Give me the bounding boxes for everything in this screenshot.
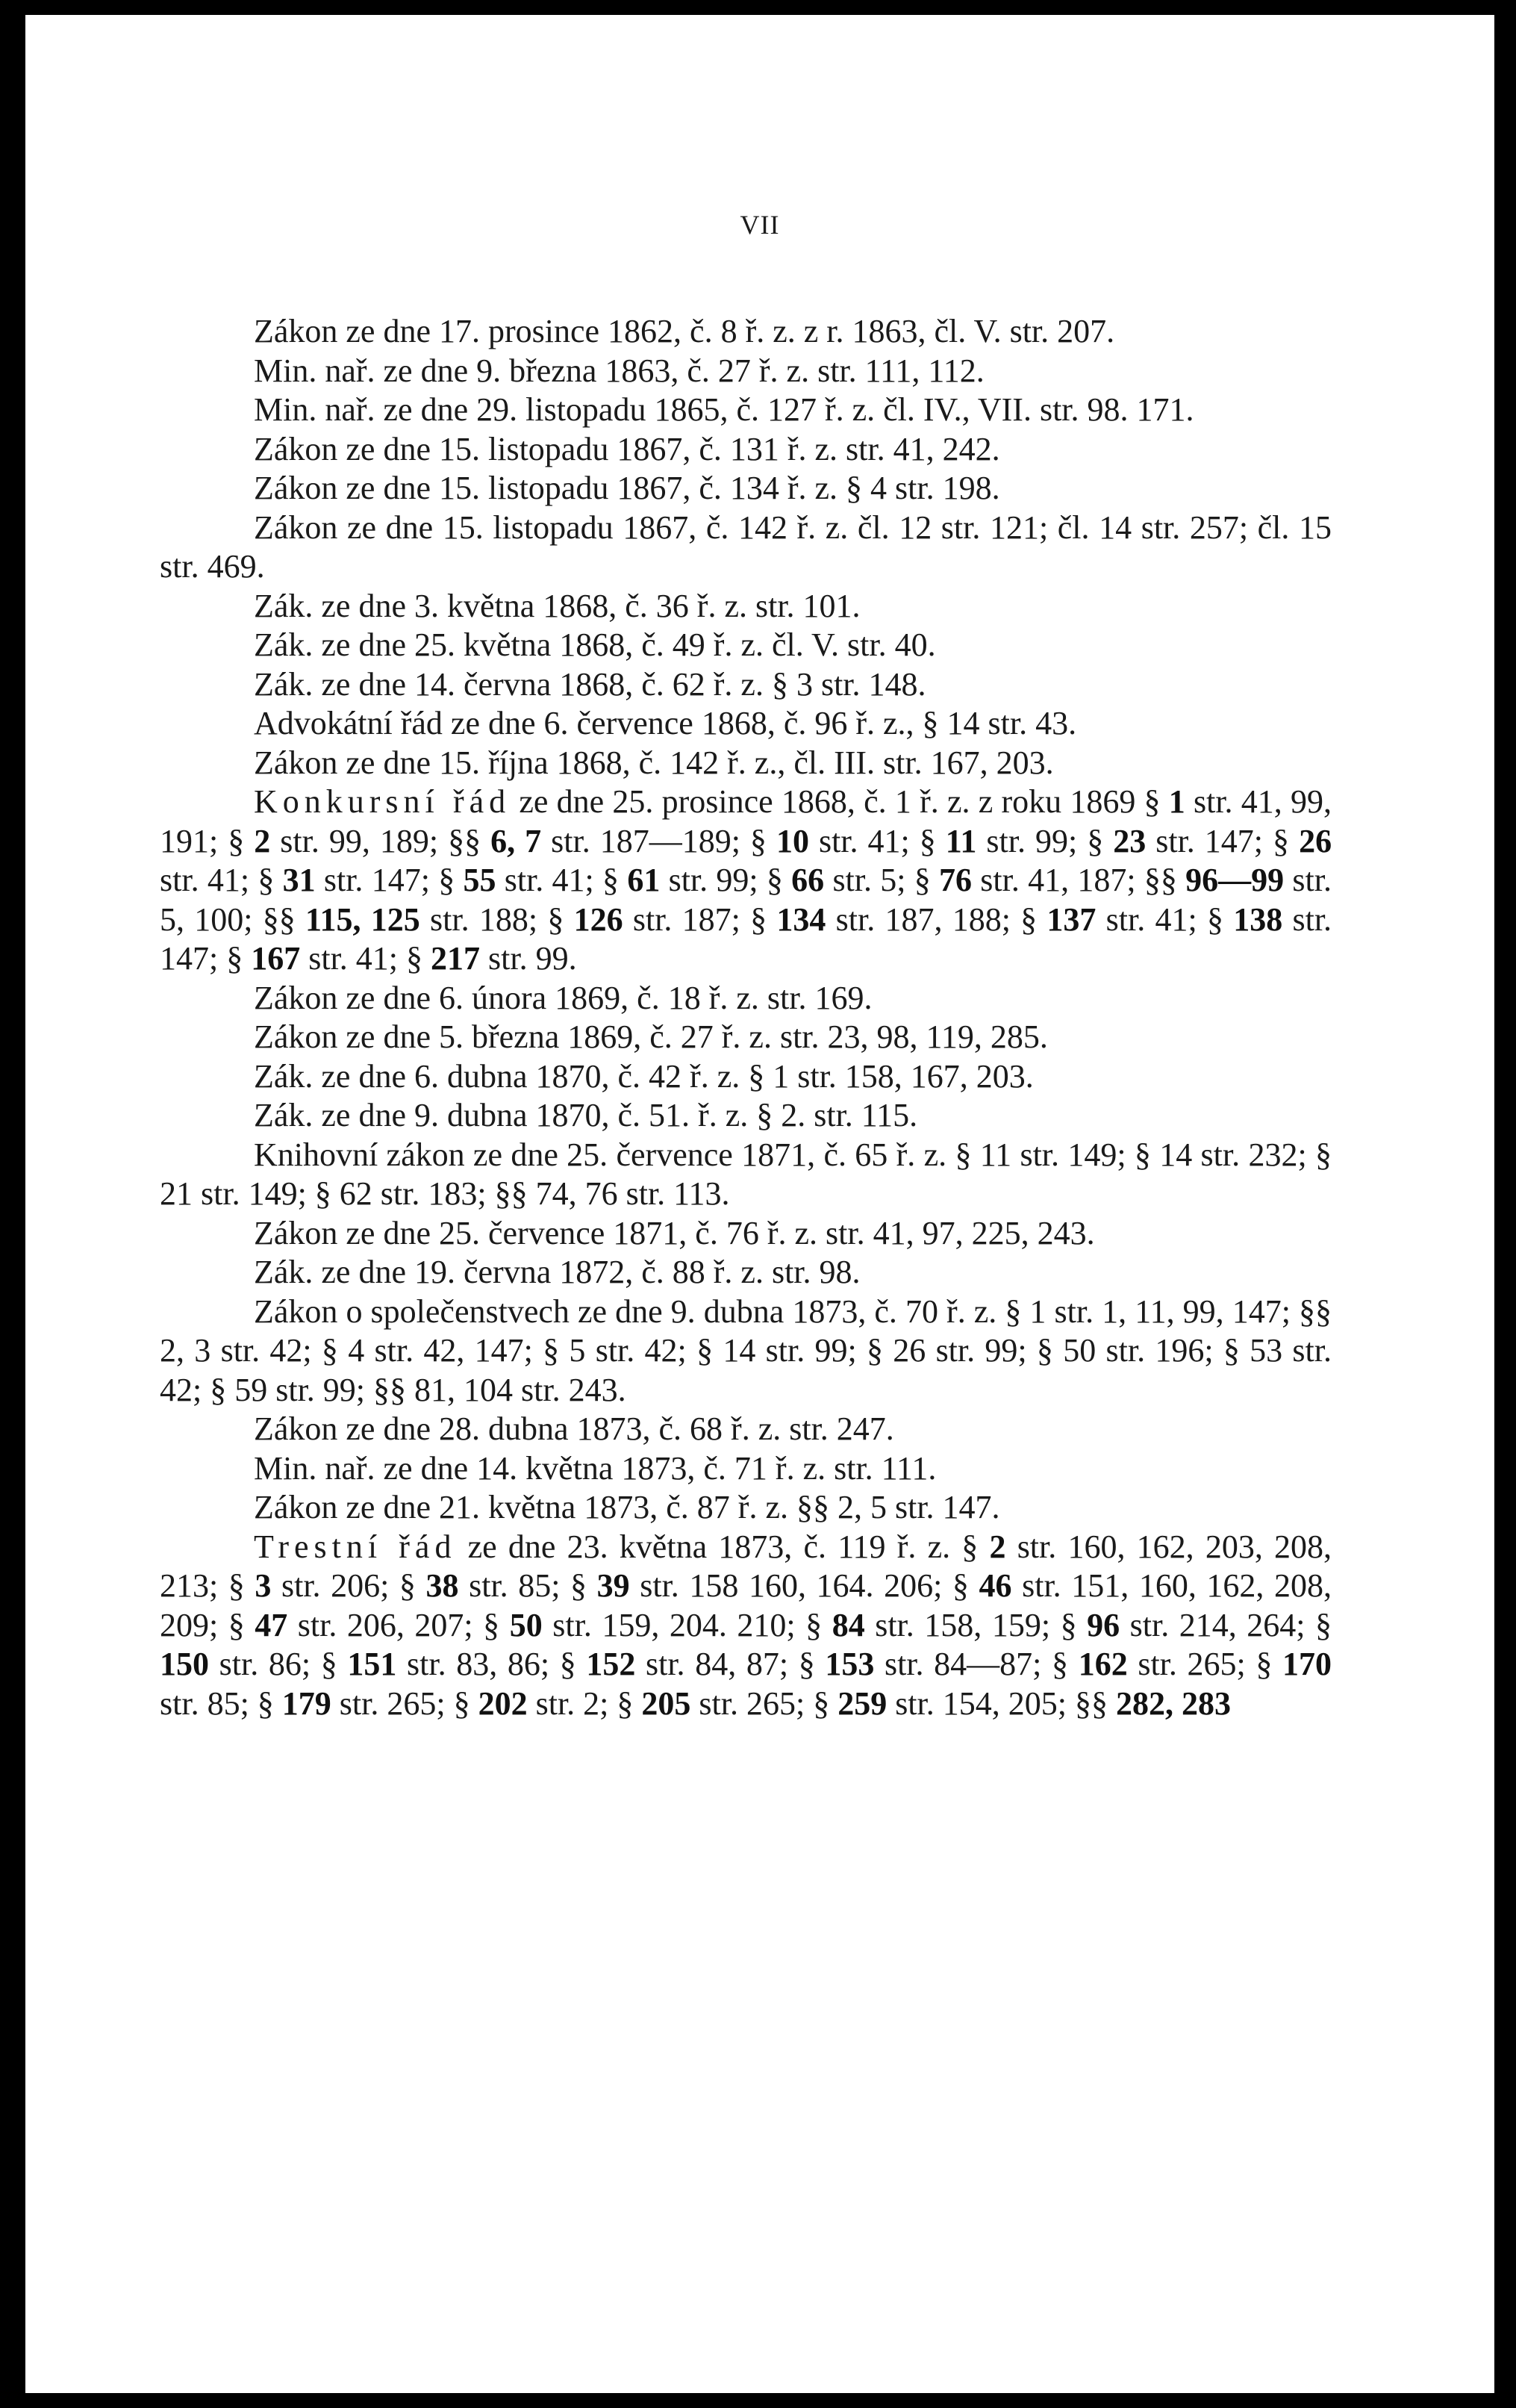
index-entry: Zákon ze dne 5. března 1869, č. 27 ř. z. str. 23, 98, 119, 285.	[254, 1018, 1048, 1055]
index-entry: Knihovní zákon ze dne 25. července 1871, č. 65 ř. z. § 11 str. 149; § 14 str. 232; § 21 str. 149; § 62 str. 183; §§ 74, 76 str. 113.	[160, 1136, 1332, 1212]
index-entry: Zákon ze dne 15. listopadu 1867, č. 142 ř. z. čl. 12 str. 121; čl. 14 str. 257; čl. 15 str. 469.	[160, 508, 1332, 585]
index-entry: Advokátní řád ze dne 6. července 1868, č. 96 ř. z., § 14 str. 43.	[254, 705, 1077, 741]
index-entry: Zák. ze dne 25. května 1868, č. 49 ř. z. čl. V. str. 40.	[254, 626, 936, 663]
page-number: VII	[740, 210, 780, 240]
index-entry: Zák. ze dne 19. června 1872, č. 88 ř. z. str. 98.	[254, 1254, 861, 1290]
index-entry: Min. nař. ze dne 9. března 1863, č. 27 ř. z. str. 111, 112.	[254, 352, 985, 389]
index-list	[160, 312, 1332, 1723]
index-entry: Zákon ze dne 6. února 1869, č. 18 ř. z. str. 169.	[254, 979, 873, 1016]
index-entry: Zák. ze dne 6. dubna 1870, č. 42 ř. z. § 1 str. 158, 167, 203.	[254, 1057, 1034, 1095]
index-entry: Zák. ze dne 9. dubna 1870, č. 51. ř. z. § 2. str. 115.	[254, 1097, 918, 1133]
index-entry: Konkursní řád ze dne 25. prosince 1868, č. 1 ř. z. z roku 1869 § 1 str. 41, 99, 191; § 2 str. 99, 189; §§ 6, 7 str. 187—189; § 10 str. 41; § 11 str. 99; § 23 str. 147; § 26 str. 41; § 31 str. 147; § 55 str. 41; § 61 str. 99; § 66 str. 5; § 76 str. 41, 187; §§ 96—99 str. 5, 100; §§ 115, 125 str. 188; § 126 str. 187; § 134 str. 187, 188; § 137 str. 41; § 138 str. 147; § 167 str. 41; § 217 str. 99.	[160, 783, 1332, 977]
index-entry: Zák. ze dne 3. května 1868, č. 36 ř. z. str. 101.	[254, 587, 861, 624]
index-entry: Zákon o společenstvech ze dne 9. dubna 1873, č. 70 ř. z. § 1 str. 1, 11, 99, 147; §§ 2, 3 str. 42; § 4 str. 42, 147; § 5 str. 42; § 14 str. 99; § 26 str. 99; § 50 str. 196; § 53 str. 42; § 59 str. 99; §§ 81, 104 str. 243.	[160, 1292, 1332, 1408]
index-entry: Zák. ze dne 14. června 1868, č. 62 ř. z. § 3 str. 148.	[254, 665, 926, 703]
index-entry: Min. nař. ze dne 14. května 1873, č. 71 ř. z. str. 111.	[254, 1449, 937, 1487]
index-entry: Zákon ze dne 25. července 1871, č. 76 ř. z. str. 41, 97, 225, 243.	[254, 1214, 1095, 1251]
index-entry: Trestní řád ze dne 23. května 1873, č. 119 ř. z. § 2 str. 160, 162, 203, 208, 213; § 3 str. 206; § 38 str. 85; § 39 str. 158 160, 164. 206; § 46 str. 151, 160, 162, 208, 209; § 47 str. 206, 207; § 50 str. 159, 204. 210; § 84 str. 158, 159; § 96 str. 214, 264; § 150 str. 86; § 151 str. 83, 86; § 152 str. 84, 87; § 153 str. 84—87; § 162 str. 265; § 170 str. 85; § 179 str. 265; § 202 str. 2; § 205 str. 265; § 259 str. 154, 205; §§ 282, 283	[160, 1528, 1332, 1722]
index-entry: Zákon ze dne 17. prosince 1862, č. 8 ř. z. z r. 1863, čl. V. str. 207.	[254, 313, 1115, 349]
index-entry: Zákon ze dne 15. listopadu 1867, č. 134 ř. z. § 4 str. 198.	[254, 470, 1000, 506]
index-entry: Zákon ze dne 28. dubna 1873, č. 68 ř. z. str. 247.	[254, 1410, 894, 1447]
index-entry: Zákon ze dne 15. října 1868, č. 142 ř. z., čl. III. str. 167, 203.	[254, 744, 1054, 781]
book-page	[25, 15, 1494, 2393]
index-entry: Min. nař. ze dne 29. listopadu 1865, č. 127 ř. z. čl. IV., VII. str. 98. 171.	[254, 391, 1194, 428]
index-entry: Zákon ze dne 15. listopadu 1867, č. 131 ř. z. str. 41, 242.	[254, 430, 1000, 467]
index-entry: Zákon ze dne 21. května 1873, č. 87 ř. z. §§ 2, 5 str. 147.	[254, 1489, 1000, 1525]
